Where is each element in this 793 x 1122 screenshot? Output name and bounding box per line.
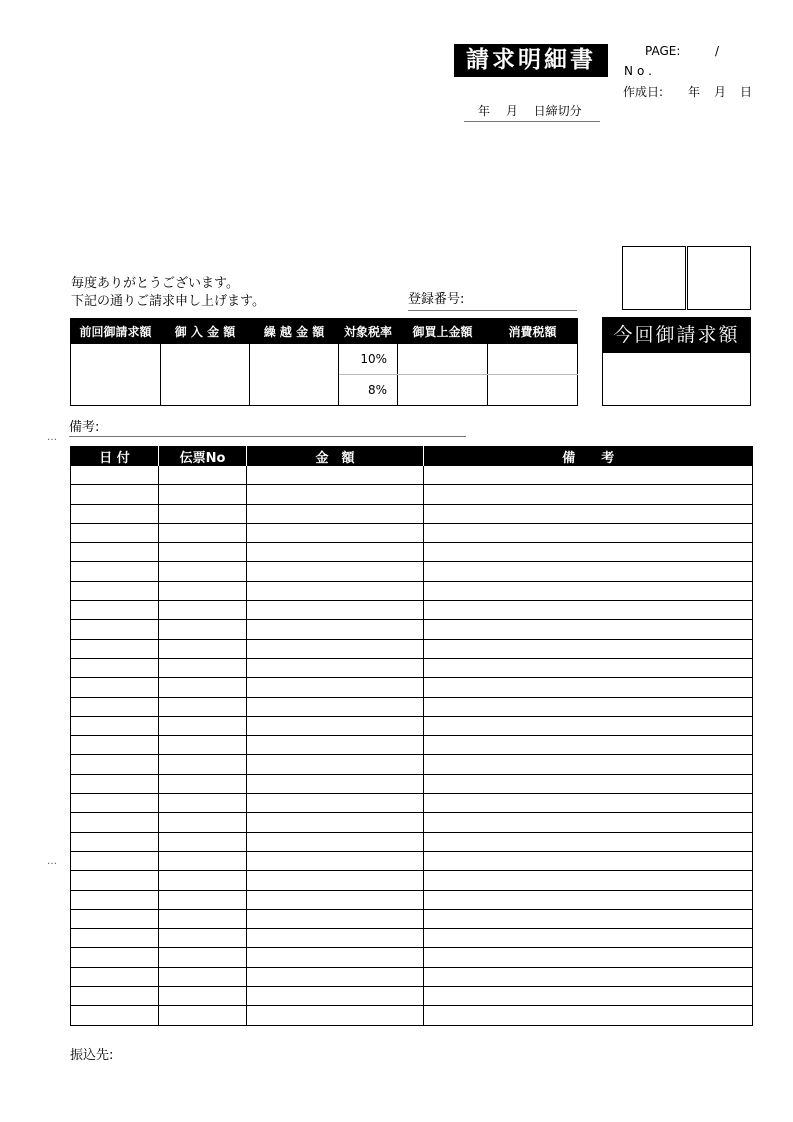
date-cell <box>71 601 159 620</box>
document-title: 請求明細書 <box>454 44 608 77</box>
amount-cell <box>247 523 424 542</box>
amount-cell <box>247 851 424 870</box>
amount-cell <box>247 929 424 948</box>
slip-no-cell <box>159 755 247 774</box>
table-row <box>71 697 753 716</box>
remarks-cell <box>424 851 753 870</box>
remarks-cell <box>424 890 753 909</box>
table-row <box>71 523 753 542</box>
current-total-label: 今回御請求額 <box>602 317 751 353</box>
remarks-cell <box>424 543 753 562</box>
cutoff-period: 年 月 日締切分 <box>464 104 600 122</box>
date-cell <box>71 678 159 697</box>
remarks-cell <box>424 755 753 774</box>
slip-no-cell <box>159 658 247 677</box>
date-cell <box>71 639 159 658</box>
amount-cell <box>247 967 424 986</box>
page-label: PAGE: <box>645 44 681 58</box>
carryover-amount-cell <box>250 344 339 406</box>
previous-amount-cell <box>71 344 161 406</box>
table-row <box>71 504 753 523</box>
date-cell <box>71 562 159 581</box>
amount-cell <box>247 485 424 504</box>
summary-header-tax: 消費税額 <box>488 319 578 344</box>
summary-header-purchase: 御買上金額 <box>398 319 488 344</box>
amount-cell <box>247 697 424 716</box>
stamp-box-1 <box>622 246 686 310</box>
date-cell <box>71 1006 159 1025</box>
page-separator: / <box>715 44 720 58</box>
remarks-cell <box>424 658 753 677</box>
table-row <box>71 562 753 581</box>
amount-cell <box>247 620 424 639</box>
table-row <box>71 658 753 677</box>
remarks-cell <box>424 794 753 813</box>
date-cell <box>71 987 159 1006</box>
slip-no-cell <box>159 774 247 793</box>
amount-cell <box>247 890 424 909</box>
remarks-cell <box>424 639 753 658</box>
table-row <box>71 832 753 851</box>
tax-rate-8: 8% <box>339 375 398 406</box>
date-cell <box>71 716 159 735</box>
slip-no-cell <box>159 987 247 1006</box>
slip-no-cell <box>159 466 247 485</box>
remarks-cell <box>424 871 753 890</box>
slip-no-cell <box>159 948 247 967</box>
tax-10-cell <box>488 344 578 375</box>
margin-mark-1: … <box>47 432 57 443</box>
table-row <box>71 890 753 909</box>
table-row <box>71 485 753 504</box>
date-cell <box>71 736 159 755</box>
amount-cell <box>247 716 424 735</box>
table-row <box>71 794 753 813</box>
table-row <box>71 543 753 562</box>
date-cell <box>71 851 159 870</box>
table-row <box>71 871 753 890</box>
date-cell <box>71 890 159 909</box>
slip-no-cell <box>159 832 247 851</box>
table-row <box>71 987 753 1006</box>
remarks-cell <box>424 485 753 504</box>
date-cell <box>71 774 159 793</box>
table-row <box>71 909 753 928</box>
remarks-cell <box>424 987 753 1006</box>
table-row <box>71 639 753 658</box>
table-row <box>71 620 753 639</box>
remarks-cell <box>424 678 753 697</box>
date-cell <box>71 794 159 813</box>
date-cell <box>71 813 159 832</box>
remarks-cell <box>424 967 753 986</box>
amount-cell <box>247 832 424 851</box>
table-row <box>71 929 753 948</box>
slip-no-cell <box>159 851 247 870</box>
detail-header-slip-no: 伝票No <box>159 446 247 466</box>
slip-no-cell <box>159 678 247 697</box>
slip-no-cell <box>159 620 247 639</box>
date-cell <box>71 929 159 948</box>
amount-cell <box>247 543 424 562</box>
slip-no-cell <box>159 485 247 504</box>
table-row <box>71 716 753 735</box>
remarks-cell <box>424 581 753 600</box>
date-cell <box>71 871 159 890</box>
remarks-cell <box>424 523 753 542</box>
stamp-box-2 <box>687 246 751 310</box>
date-cell <box>71 485 159 504</box>
amount-cell <box>247 658 424 677</box>
slip-no-cell <box>159 813 247 832</box>
detail-table <box>70 446 753 1026</box>
amount-cell <box>247 601 424 620</box>
date-cell <box>71 909 159 928</box>
margin-mark-2: … <box>47 856 57 867</box>
remarks-cell <box>424 948 753 967</box>
slip-no-cell <box>159 909 247 928</box>
table-row <box>71 948 753 967</box>
tax-rate-10: 10% <box>339 344 398 375</box>
remarks-cell <box>424 1006 753 1025</box>
slip-no-cell <box>159 581 247 600</box>
amount-cell <box>247 504 424 523</box>
date-cell <box>71 755 159 774</box>
summary-header-tax-rate: 対象税率 <box>339 319 398 344</box>
amount-cell <box>247 774 424 793</box>
detail-header-date: 日 付 <box>71 446 159 466</box>
remarks-cell <box>424 466 753 485</box>
remarks-cell <box>424 504 753 523</box>
slip-no-cell <box>159 639 247 658</box>
slip-no-cell <box>159 871 247 890</box>
amount-cell <box>247 871 424 890</box>
slip-no-cell <box>159 967 247 986</box>
slip-no-cell <box>159 716 247 735</box>
amount-cell <box>247 813 424 832</box>
created-date-label: 作成日: <box>623 85 664 99</box>
table-row <box>71 678 753 697</box>
detail-header-remarks: 備 考 <box>424 446 753 466</box>
remarks-cell <box>424 562 753 581</box>
purchase-8-cell <box>398 375 488 406</box>
table-row <box>71 1006 753 1025</box>
slip-no-cell <box>159 562 247 581</box>
table-row <box>71 774 753 793</box>
table-row <box>71 466 753 485</box>
remarks-cell <box>424 774 753 793</box>
slip-no-cell <box>159 929 247 948</box>
slip-no-cell <box>159 523 247 542</box>
date-cell <box>71 466 159 485</box>
slip-no-cell <box>159 697 247 716</box>
amount-cell <box>247 948 424 967</box>
slip-no-cell <box>159 794 247 813</box>
remarks-cell <box>424 832 753 851</box>
number-label: No. <box>624 64 656 78</box>
tax-8-cell <box>488 375 578 406</box>
date-cell <box>71 967 159 986</box>
amount-cell <box>247 678 424 697</box>
amount-cell <box>247 581 424 600</box>
amount-cell <box>247 639 424 658</box>
date-cell <box>71 658 159 677</box>
table-row <box>71 967 753 986</box>
slip-no-cell <box>159 543 247 562</box>
amount-cell <box>247 794 424 813</box>
amount-cell <box>247 562 424 581</box>
amount-cell <box>247 466 424 485</box>
amount-cell <box>247 909 424 928</box>
transfer-destination-label: 振込先: <box>70 1048 114 1063</box>
summary-table <box>70 318 578 406</box>
table-row <box>71 755 753 774</box>
slip-no-cell <box>159 601 247 620</box>
slip-no-cell <box>159 504 247 523</box>
registration-number-label: 登録番号: <box>408 292 577 311</box>
remarks-cell <box>424 929 753 948</box>
amount-cell <box>247 1006 424 1025</box>
date-cell <box>71 523 159 542</box>
remarks-cell <box>424 813 753 832</box>
remarks-cell <box>424 697 753 716</box>
date-cell <box>71 697 159 716</box>
date-cell <box>71 581 159 600</box>
table-row <box>71 581 753 600</box>
date-cell <box>71 620 159 639</box>
table-row <box>71 601 753 620</box>
purchase-10-cell <box>398 344 488 375</box>
remarks-cell <box>424 909 753 928</box>
slip-no-cell <box>159 1006 247 1025</box>
remarks-cell <box>424 620 753 639</box>
date-cell <box>71 504 159 523</box>
summary-header-payment: 御 入 金 額 <box>161 319 250 344</box>
slip-no-cell <box>159 736 247 755</box>
date-cell <box>71 543 159 562</box>
remarks-label: 備考: <box>69 420 466 437</box>
remarks-cell <box>424 716 753 735</box>
created-date-value: 年 月 日 <box>688 85 754 99</box>
table-row <box>71 851 753 870</box>
detail-header-amount: 金 額 <box>247 446 424 466</box>
date-cell <box>71 832 159 851</box>
remarks-cell <box>424 736 753 755</box>
detail-rows <box>71 466 753 1025</box>
amount-cell <box>247 987 424 1006</box>
slip-no-cell <box>159 890 247 909</box>
greeting-line-1: 毎度ありがとうございます。 <box>71 276 239 291</box>
payment-amount-cell <box>161 344 250 406</box>
summary-header-carryover: 繰 越 金 額 <box>250 319 339 344</box>
remarks-cell <box>424 601 753 620</box>
table-row <box>71 736 753 755</box>
amount-cell <box>247 736 424 755</box>
amount-cell <box>247 755 424 774</box>
date-cell <box>71 948 159 967</box>
table-row <box>71 813 753 832</box>
summary-header-previous: 前回御請求額 <box>71 319 161 344</box>
greeting-line-2: 下記の通りご請求申し上げます。 <box>71 294 265 309</box>
